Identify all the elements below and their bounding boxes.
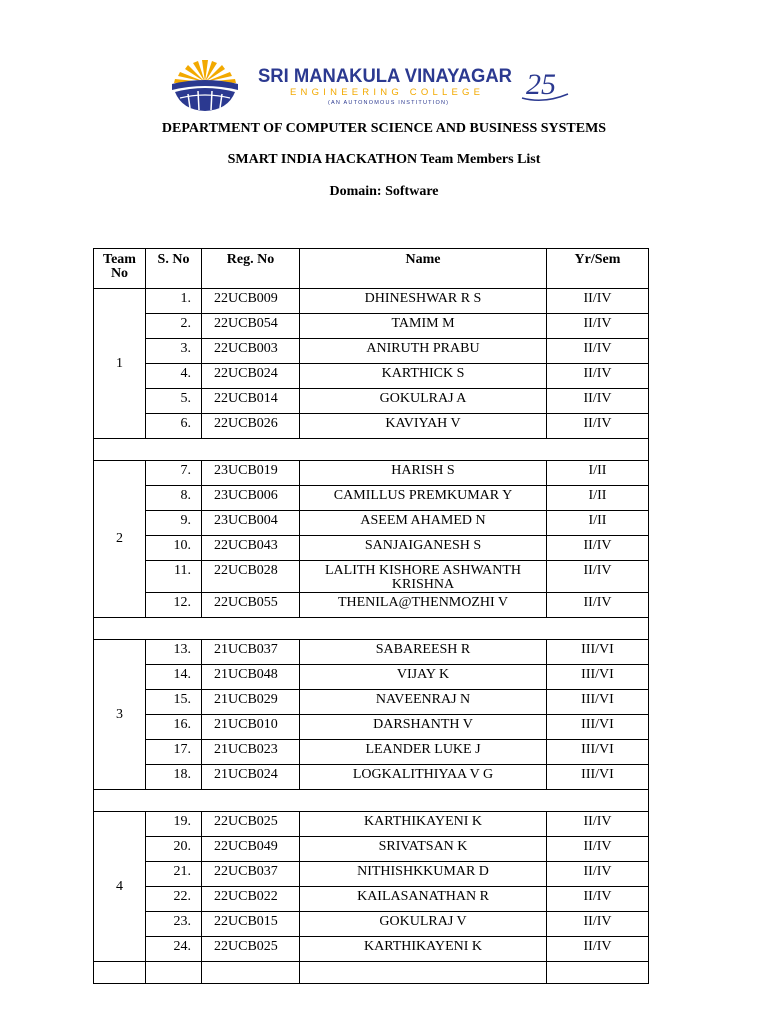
member-name-cell: VIJAY K — [300, 665, 547, 690]
team-separator-row — [94, 962, 649, 984]
member-name-cell: KAILASANATHAN R — [300, 887, 547, 912]
member-name-cell: LOGKALITHIYAA V G — [300, 765, 547, 790]
member-name-cell: LEANDER LUKE J — [300, 740, 547, 765]
table-row — [94, 289, 649, 314]
table-header-row — [94, 249, 649, 289]
table-row — [94, 389, 649, 414]
empty-cell — [146, 962, 202, 984]
year-semester-cell: II/IV — [547, 812, 649, 837]
serial-number-cell: 22. — [146, 887, 202, 912]
member-name-cell: KAVIYAH V — [300, 414, 547, 439]
table-row — [94, 364, 649, 389]
year-semester-cell: II/IV — [547, 862, 649, 887]
year-semester-cell: II/IV — [547, 339, 649, 364]
table-row — [94, 593, 649, 618]
member-name-cell: KARTHICK S — [300, 364, 547, 389]
serial-number-cell: 17. — [146, 740, 202, 765]
reg-number-cell: 21UCB029 — [202, 690, 300, 715]
year-semester-cell: II/IV — [547, 887, 649, 912]
table-row — [94, 740, 649, 765]
member-name-cell: NAVEENRAJ N — [300, 690, 547, 715]
member-name-cell: SRIVATSAN K — [300, 837, 547, 862]
serial-number-cell: 19. — [146, 812, 202, 837]
college-name-text: SRI MANAKULA VINAYAGAR — [258, 66, 513, 87]
year-semester-cell: II/IV — [547, 912, 649, 937]
separator-cell — [94, 790, 649, 812]
domain-label: Domain: Software — [329, 184, 439, 199]
table-row — [94, 665, 649, 690]
table-row — [94, 837, 649, 862]
reg-number-cell: 22UCB028 — [202, 561, 300, 593]
reg-number-cell: 23UCB006 — [202, 486, 300, 511]
team-members-table — [93, 248, 649, 984]
serial-number-cell: 11. — [146, 561, 202, 593]
table-row — [94, 314, 649, 339]
serial-number-cell: 18. — [146, 765, 202, 790]
reg-number-cell: 22UCB026 — [202, 414, 300, 439]
team-number-cell: 4 — [94, 812, 146, 962]
member-name-cell: GOKULRAJ V — [300, 912, 547, 937]
table-row — [94, 339, 649, 364]
reg-number-cell: 21UCB037 — [202, 640, 300, 665]
member-name-cell: DARSHANTH V — [300, 715, 547, 740]
serial-number-cell: 10. — [146, 536, 202, 561]
serial-number-cell: 13. — [146, 640, 202, 665]
reg-number-cell: 22UCB049 — [202, 837, 300, 862]
column-header-name: Name — [300, 249, 547, 289]
table-row — [94, 536, 649, 561]
reg-number-cell: 21UCB010 — [202, 715, 300, 740]
member-name-cell: ASEEM AHAMED N — [300, 511, 547, 536]
empty-cell — [94, 962, 146, 984]
year-semester-cell: II/IV — [547, 837, 649, 862]
year-semester-cell: I/II — [547, 486, 649, 511]
reg-number-cell: 22UCB015 — [202, 912, 300, 937]
member-name-cell: KARTHIKAYENI K — [300, 937, 547, 962]
college-subname-text: ENGINEERING COLLEGE — [290, 87, 480, 98]
year-semester-cell: II/IV — [547, 314, 649, 339]
member-name-cell: CAMILLUS PREMKUMAR Y — [300, 486, 547, 511]
year-semester-cell: III/VI — [547, 665, 649, 690]
team-separator-row — [94, 618, 649, 640]
reg-number-cell: 21UCB023 — [202, 740, 300, 765]
table-row — [94, 912, 649, 937]
year-semester-cell: III/VI — [547, 715, 649, 740]
year-semester-cell: III/VI — [547, 690, 649, 715]
year-semester-cell: II/IV — [547, 536, 649, 561]
table-row — [94, 862, 649, 887]
reg-number-cell: 23UCB019 — [202, 461, 300, 486]
team-number-cell: 1 — [94, 289, 146, 439]
serial-number-cell: 12. — [146, 593, 202, 618]
reg-number-cell: 22UCB025 — [202, 937, 300, 962]
department-title: DEPARTMENT OF COMPUTER SCIENCE AND BUSINESS SYSTEMS — [161, 121, 607, 136]
member-name-cell: TAMIM M — [300, 314, 547, 339]
year-semester-cell: II/IV — [547, 593, 649, 618]
team-separator-row — [94, 439, 649, 461]
column-header-reg-no: Reg. No — [202, 249, 300, 289]
table-row — [94, 715, 649, 740]
serial-number-cell: 6. — [146, 414, 202, 439]
column-header-yr-sem: Yr/Sem — [547, 249, 649, 289]
member-name-cell: DHINESHWAR R S — [300, 289, 547, 314]
college-logo-banner — [0, 0, 768, 115]
serial-number-cell: 20. — [146, 837, 202, 862]
reg-number-cell: 22UCB037 — [202, 862, 300, 887]
member-name-cell: GOKULRAJ A — [300, 389, 547, 414]
reg-number-cell: 23UCB004 — [202, 511, 300, 536]
table-row — [94, 561, 649, 593]
year-semester-cell: I/II — [547, 511, 649, 536]
reg-number-cell: 22UCB025 — [202, 812, 300, 837]
column-header-s-no: S. No — [146, 249, 202, 289]
year-semester-cell: III/VI — [547, 640, 649, 665]
empty-cell — [202, 962, 300, 984]
reg-number-cell: 22UCB043 — [202, 536, 300, 561]
serial-number-cell: 7. — [146, 461, 202, 486]
serial-number-cell: 14. — [146, 665, 202, 690]
empty-cell — [300, 962, 547, 984]
year-semester-cell: II/IV — [547, 937, 649, 962]
anniversary-mark: 25 — [526, 68, 556, 101]
table-row — [94, 690, 649, 715]
serial-number-cell: 23. — [146, 912, 202, 937]
document-subtitle: SMART INDIA HACKATHON Team Members List — [227, 152, 541, 167]
team-separator-row — [94, 790, 649, 812]
sun-rays-icon — [174, 60, 236, 83]
member-name-cell: SANJAIGANESH S — [300, 536, 547, 561]
reg-number-cell: 22UCB014 — [202, 389, 300, 414]
reg-number-cell: 21UCB048 — [202, 665, 300, 690]
reg-number-cell: 22UCB024 — [202, 364, 300, 389]
serial-number-cell: 2. — [146, 314, 202, 339]
reg-number-cell: 22UCB003 — [202, 339, 300, 364]
separator-cell — [94, 439, 649, 461]
empty-cell — [547, 962, 649, 984]
year-semester-cell: II/IV — [547, 414, 649, 439]
separator-cell — [94, 618, 649, 640]
year-semester-cell: II/IV — [547, 561, 649, 593]
serial-number-cell: 1. — [146, 289, 202, 314]
reg-number-cell: 22UCB009 — [202, 289, 300, 314]
serial-number-cell: 5. — [146, 389, 202, 414]
column-header-team-no: Team No — [94, 249, 146, 289]
member-name-cell: SABAREESH R — [300, 640, 547, 665]
team-number-cell: 2 — [94, 461, 146, 618]
year-semester-cell: III/VI — [547, 765, 649, 790]
year-semester-cell: II/IV — [547, 289, 649, 314]
year-semester-cell: I/II — [547, 461, 649, 486]
table-row — [94, 461, 649, 486]
member-name-cell: NITHISHKKUMAR D — [300, 862, 547, 887]
year-semester-cell: II/IV — [547, 389, 649, 414]
college-tag-text: (AN AUTONOMOUS INSTITUTION) — [328, 100, 448, 106]
serial-number-cell: 21. — [146, 862, 202, 887]
member-name-cell: ANIRUTH PRABU — [300, 339, 547, 364]
serial-number-cell: 8. — [146, 486, 202, 511]
table-row — [94, 414, 649, 439]
book-emblem-icon — [172, 80, 238, 111]
member-name-cell: LALITH KISHORE ASHWANTH KRISHNA — [300, 561, 547, 593]
table-row — [94, 887, 649, 912]
member-name-cell: KARTHIKAYENI K — [300, 812, 547, 837]
table-row — [94, 765, 649, 790]
reg-number-cell: 22UCB055 — [202, 593, 300, 618]
table-row — [94, 812, 649, 837]
table-body — [94, 289, 649, 984]
member-name-cell: HARISH S — [300, 461, 547, 486]
serial-number-cell: 24. — [146, 937, 202, 962]
reg-number-cell: 22UCB022 — [202, 887, 300, 912]
serial-number-cell: 3. — [146, 339, 202, 364]
serial-number-cell: 4. — [146, 364, 202, 389]
college-logo — [168, 54, 578, 114]
table-row — [94, 486, 649, 511]
reg-number-cell: 22UCB054 — [202, 314, 300, 339]
table-row — [94, 937, 649, 962]
year-semester-cell: II/IV — [547, 364, 649, 389]
table-row — [94, 640, 649, 665]
table-row — [94, 511, 649, 536]
year-semester-cell: III/VI — [547, 740, 649, 765]
reg-number-cell: 21UCB024 — [202, 765, 300, 790]
serial-number-cell: 9. — [146, 511, 202, 536]
team-number-cell: 3 — [94, 640, 146, 790]
member-name-cell: THENILA@THENMOZHI V — [300, 593, 547, 618]
serial-number-cell: 15. — [146, 690, 202, 715]
serial-number-cell: 16. — [146, 715, 202, 740]
